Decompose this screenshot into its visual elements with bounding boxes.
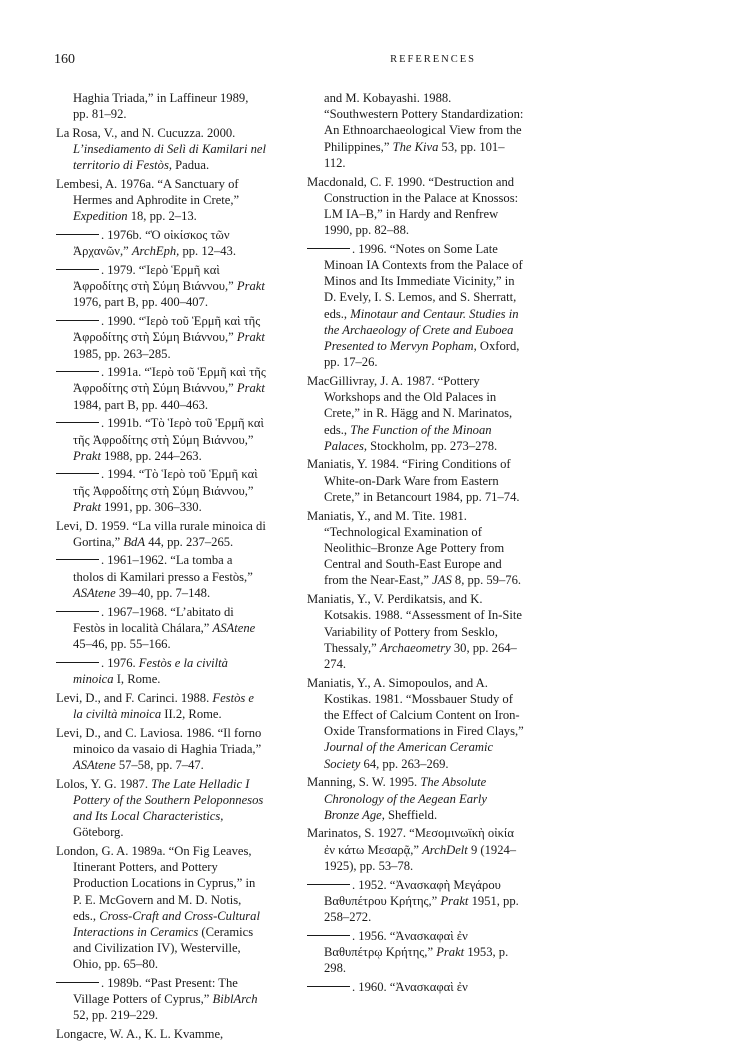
reference-text: . 1952. “Ἀνασκαφὴ Μεγάρου Βαθυπέτρου Κρήτης,” [324, 877, 501, 908]
reference-text: Maniatis, Y., V. Perdikatsis, and K. Kotsakis. 1988. “Assessment of In-Site Variability of Pottery from Sesklo, Thessaly,” [307, 592, 522, 655]
reference-text: Maniatis, Y. 1984. “Firing Conditions of White-on-Dark Ware from Eastern Crete,” in Betancourt 1984, pp. 71–74. [307, 457, 520, 504]
reference-text: Levi, D., and C. Laviosa. 1986. “Il forno minoico da vasaio di Haghia Triada,” [56, 725, 262, 756]
reference-text: 1991, pp. 306–330. [100, 499, 202, 514]
reference-entry [56, 1026, 266, 1042]
ditto-rule [56, 473, 99, 474]
ditto-rule [56, 559, 99, 560]
reference-text: Marinatos, S. 1927. “Μεσομινωϊκὴ οἰκία ἐν κάτω Μεσαρᾷ,” [307, 826, 514, 857]
reference-text: Lembesi, A. 1976a. “A Sanctuary of Hermes and Aphrodite in Crete,” [56, 177, 240, 208]
reference-text: Longacre, W. A., K. L. Kvamme, [56, 1027, 224, 1042]
reference-text: 1953, p. 298. [324, 944, 509, 976]
ditto-rule [56, 234, 99, 235]
reference-entry-repeat-author [307, 928, 525, 977]
reference-text: Macdonald, C. F. 1990. “Destruction and Construction in the Palace at Knossos: LM IA–B,” in Hardy and Renfrew 1990, pp. 82–88. [307, 174, 519, 238]
reference-entry-repeat-author [56, 604, 266, 653]
reference-text: . 1967–1968. “L’abitato di Festòs in località Chálara,” [73, 604, 234, 635]
reference-entry [307, 174, 525, 239]
reference-entry-repeat-author [56, 313, 266, 362]
reference-entry-repeat-author [307, 241, 525, 371]
reference-text: Levi, D., and F. Carinci. 1988. [56, 690, 213, 705]
italic-title: ArchDelt [422, 842, 468, 857]
reference-entry [56, 690, 266, 722]
running-head: REFERENCES [390, 54, 476, 65]
reference-text: . 1979. “Ἱερὸ Ἑρμῆ καὶ Ἀφροδίτης στὴ Σύμη Βιάννου,” [73, 263, 237, 294]
ditto-rule [307, 884, 350, 885]
reference-entry [56, 176, 266, 225]
reference-entry-repeat-author [307, 979, 525, 995]
ditto-rule [56, 269, 99, 270]
page-number: 160 [54, 52, 75, 67]
reference-text: I, Rome. [113, 671, 161, 686]
italic-title: JAS [432, 573, 452, 588]
italic-title: ASAtene [73, 585, 116, 600]
italic-title: Prakt [73, 448, 101, 463]
ditto-rule [307, 935, 350, 936]
reference-text: Levi, D. 1959. “La villa rurale minoica di Gortina,” [56, 518, 266, 549]
reference-text: pp. 12–43. [179, 244, 236, 259]
italic-title: Festòs e la civiltà minoica [73, 655, 228, 686]
reference-entry-repeat-author [56, 415, 266, 464]
ditto-rule [56, 371, 99, 372]
reference-text: 64, pp. 263–269. [360, 756, 449, 771]
reference-text: II.2, Rome. [161, 706, 222, 721]
reference-text: La Rosa, V., and N. Cucuzza. 2000. [56, 125, 236, 140]
reference-text: 9 (1924–1925), pp. 53–78. [324, 842, 517, 873]
italic-title: ArchEph, [131, 244, 180, 259]
reference-text: 53, pp. 101–112. [324, 139, 505, 170]
italic-title: Prakt [440, 893, 469, 908]
reference-text: 8, pp. 59–76. [451, 573, 522, 588]
italic-title: L’insediamento di Selì di Kamilari nel territorio di Festòs, [73, 142, 266, 173]
reference-entry-repeat-author [56, 655, 266, 687]
reference-entry-repeat-author [56, 227, 266, 259]
reference-entry [307, 825, 525, 874]
reference-text: 1988, pp. 244–263. [100, 448, 202, 463]
italic-title: BdA [123, 534, 146, 549]
reference-entry [307, 675, 525, 772]
reference-text: Stockholm, pp. 273–278. [367, 438, 498, 453]
reference-entry [307, 373, 525, 454]
reference-entry [56, 776, 266, 841]
reference-column-right [307, 90, 525, 997]
reference-text: . 1994. “Τὸ Ἱερὸ τοῦ Ἑρμῆ καὶ τῆς Ἀφροδίτης στὴ Σύμη Βιάννου,” [73, 467, 258, 498]
reference-text: Padua. [172, 158, 210, 173]
reference-text: Manning, S. W. 1995. [307, 775, 421, 790]
reference-entry [56, 125, 266, 174]
reference-text: 52, pp. 219–229. [73, 1008, 159, 1023]
reference-text: . 1956. “Ἀνασκαφαὶ ἐν Βαθυπέτρῳ Κρήτης,” [324, 928, 468, 959]
italic-title: The Absolute Chronology of the Aegean Early Bronze Age, [324, 775, 487, 822]
reference-text: . 1961–1962. “La tomba a tholos di Kamilari presso a Festòs,” [73, 553, 253, 584]
reference-text: Oxford, pp. 17–26. [324, 339, 520, 370]
reference-text: 45–46, pp. 55–166. [73, 637, 171, 651]
ditto-rule [56, 422, 99, 423]
italic-title: Festòs e la civiltà minoica [73, 690, 255, 721]
reference-entry [307, 508, 525, 589]
reference-entry-repeat-author [56, 364, 266, 413]
italic-title: The Kiva [392, 139, 439, 154]
reference-entry [307, 90, 525, 171]
reference-entry [56, 518, 266, 550]
reference-entry [56, 90, 266, 122]
reference-text: . 1989b. “Past Present: The Village Potters of Cyprus,” [73, 976, 238, 1007]
reference-entry [307, 456, 525, 505]
italic-title: Prakt [436, 944, 465, 959]
italic-title: Prakt [73, 499, 101, 514]
italic-title: Prakt [236, 330, 265, 345]
reference-entry-repeat-author [56, 975, 266, 1024]
italic-title: Prakt [236, 381, 265, 396]
reference-column-left [56, 90, 266, 1045]
italic-title: Expedition [73, 209, 128, 224]
reference-text: . 1991a. “Ἱερὸ τοῦ Ἑρμῆ καὶ τῆς Ἀφροδίτης στὴ Σύμη Βιάννου,” [73, 365, 266, 396]
reference-text: Maniatis, Y., A. Simopoulos, and A. Kostikas. 1981. “Mossbauer Study of the Effect of Calcium Content on Iron-Oxide Transformations in Fired Clays,” [307, 675, 524, 739]
reference-text: Sheffield. [384, 807, 438, 822]
reference-text: 1985, pp. 263–285. [73, 346, 171, 361]
reference-text: 30, pp. 264–274. [324, 640, 517, 671]
reference-entry-repeat-author [56, 466, 266, 515]
ditto-rule [307, 248, 350, 249]
ditto-rule [56, 662, 99, 663]
italic-title: The Late Helladic I Pottery of the Southern Peloponnesos and Its Local Characteristics, [73, 776, 264, 824]
italic-title: Prakt [236, 279, 265, 294]
italic-title: The Function of the Minoan Palaces, [324, 422, 492, 453]
reference-text: Haghia Triada,” in Laffineur 1989, pp. 81–92. [73, 91, 249, 122]
reference-text: 57–58, pp. 7–47. [115, 757, 204, 772]
ditto-rule [56, 611, 99, 612]
reference-text: . 1996. “Notes on Some Late Minoan IA Contexts from the Palace of Minos and Its Immediate Vicinity,” in D. Evely, I. S. Lemos, and S. Sherratt, eds., [324, 241, 523, 321]
reference-text: (Ceramics and Civilization IV), Westerville, Ohio, pp. 65–80. [73, 924, 254, 972]
reference-text: 1984, part B, pp. 440–463. [73, 397, 209, 412]
reference-text: Göteborg. [73, 825, 124, 840]
reference-text: . 1976. [101, 655, 139, 670]
reference-entry [56, 725, 266, 774]
reference-text: 44, pp. 237–265. [145, 534, 234, 549]
reference-entry [307, 591, 525, 672]
reference-text: MacGillivray, J. A. 1987. “Pottery Workshops and the Old Palaces in Crete,” in R. Hägg and N. Marinatos, eds., [307, 373, 513, 437]
reference-entry [56, 843, 266, 973]
reference-text: London, G. A. 1989a. “On Fig Leaves, Itinerant Potters, and Pottery Production Locations in Cyprus,” in P. E. McGovern and M. D. Notis, eds., [56, 843, 256, 923]
reference-text: . 1990. “Ἱερὸ τοῦ Ἑρμῆ καὶ τῆς Ἀφροδίτης στὴ Σύμη Βιάννου,” [73, 314, 261, 345]
reference-text: Maniatis, Y., and M. Tite. 1981. “Technological Examination of Neolithic–Bronze Age Pottery from Central and South-East Europe and from the Near-East,” [307, 508, 505, 588]
reference-entry [307, 774, 525, 823]
reference-text: 1951, pp. 258–272. [324, 893, 519, 924]
reference-text: . 1960. “Ἀνασκαφαὶ ἐν [352, 979, 468, 994]
reference-entry-repeat-author [307, 877, 525, 926]
reference-entry-repeat-author [56, 552, 266, 601]
reference-text: Lolos, Y. G. 1987. [56, 776, 152, 791]
italic-title: ASAtene [212, 620, 256, 635]
reference-text: . 1976b. “Ὁ οἰκίσκος τῶν Ἀρχανῶν,” [73, 228, 230, 259]
reference-entry-repeat-author [56, 262, 266, 311]
italic-title: Archaeometry [379, 640, 451, 655]
italic-title: Cross-Craft and Cross-Cultural Interactions in Ceramics [73, 908, 260, 939]
ditto-rule [56, 982, 99, 983]
italic-title: Journal of the American Ceramic Society [324, 740, 494, 771]
reference-text: 1976, part B, pp. 400–407. [73, 295, 209, 310]
italic-title: Minotaur and Centaur. Studies in the Archaeology of Crete and Euboea Presented to Mervyn Popham, [324, 306, 519, 354]
reference-text: 39–40, pp. 7–148. [115, 585, 211, 600]
italic-title: BiblArch [212, 992, 258, 1007]
ditto-rule [307, 986, 350, 987]
ditto-rule [56, 320, 99, 321]
reference-text: and M. Kobayashi. 1988. “Southwestern Pottery Standardization: An Ethnoarchaeological View from the Philippines,” [324, 91, 524, 154]
reference-text: 18, pp. 2–13. [127, 209, 197, 224]
reference-text: . 1991b. “Τὸ Ἱερὸ τοῦ Ἑρμῆ καὶ τῆς Ἀφροδίτης στὴ Σύμη Βιάννου,” [73, 416, 264, 447]
italic-title: ASAtene [73, 757, 116, 772]
